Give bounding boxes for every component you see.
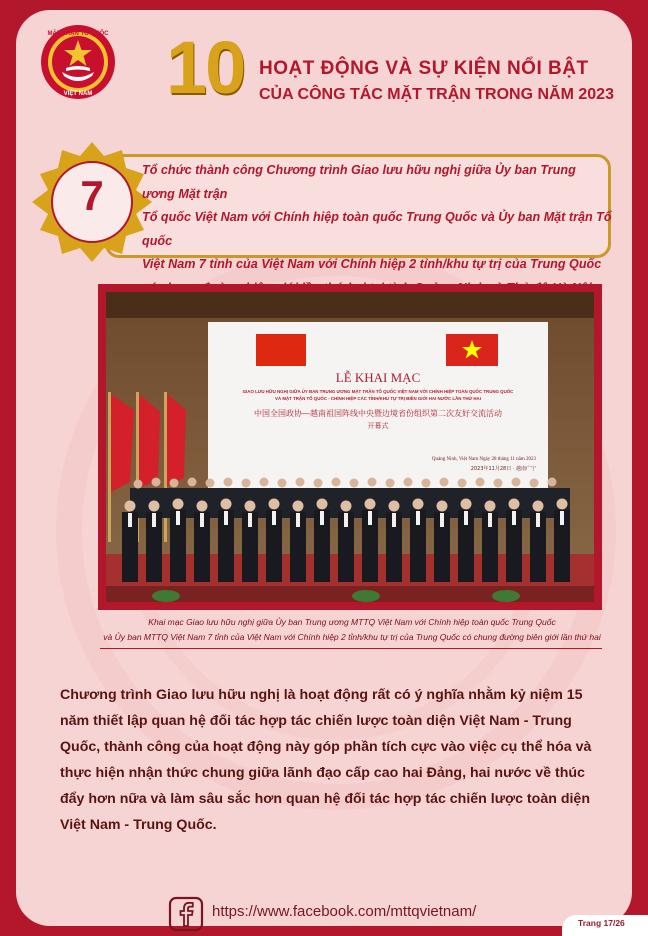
facebook-link[interactable]: https://www.facebook.com/mttqvietnam/ [212, 903, 477, 920]
caption-line: Khai mạc Giao lưu hữu nghị giữa Ủy ban Trung ương MTTQ Việt Nam với Chính hiệp toàn quốc Trung Quốc [148, 617, 556, 627]
item-title-line: Việt Nam 7 tỉnh của Việt Nam với Chính hiệp 2 tỉnh/khu tự trị của Trung Quốc [142, 257, 602, 271]
screen-place: Quảng Ninh, Việt Nam Ngày 28 tháng 11 năm 2023 [431, 457, 536, 462]
caption-line: và Ủy ban MTTQ Việt Nam 7 tỉnh của Việt Nam với Chính hiệp 2 tỉnh/khu tự trị của Trung Quốc có chung đường biên giới lần thứ hai [103, 632, 601, 642]
event-photo [106, 292, 594, 602]
headline-title: HOẠT ĐỘNG VÀ SỰ KIỆN NỔI BẬT [259, 58, 589, 79]
item-title-line: Tổ quốc Việt Nam với Chính hiệp toàn quốc Trung Quốc và Ủy ban Mặt trận Tổ quốc [142, 210, 612, 248]
screen-chinese-1: 中国全国政协—越南祖国阵线中央暨边境省份组织第二次友好交流活动 [254, 409, 502, 418]
front-emblem-logo [40, 24, 116, 100]
item-title [142, 159, 612, 300]
screen-subtitle-1: GIAO LƯU HỮU NGHỊ GIỮA ỦY BAN TRUNG ƯƠNG MẶT TRẬN TỔ QUỐC VIỆT NAM VỚI CHÍNH HIỆP TOÀN QUỐC TRUNG QUỐC [242, 389, 514, 394]
caption-divider [100, 648, 602, 649]
photo-caption [96, 615, 608, 645]
screen-chinese-2: 开幕式 [367, 422, 389, 430]
logo-top-text: MẶT TRẬN TỔ QUỐC [47, 31, 109, 37]
screen-subtitle-2: VÀ MẶT TRẬN TỔ QUỐC - CHÍNH HIỆP CÁC TỈNH/KHU TỰ TRỊ BIÊN GIỚI HAI NƯỚC LẦN THỨ HAI [275, 396, 481, 401]
page-number: Trang 17/26 [578, 918, 625, 928]
screen-title: LỄ KHAI MẠC [335, 370, 421, 385]
screen-place-cn: 2023年11月28日 · 越南广宁 [470, 466, 536, 472]
item-number: 7 [80, 172, 104, 219]
headline-number: 10 [166, 26, 245, 109]
headline-subtitle: CỦA CÔNG TÁC MẶT TRẬN TRONG NĂM 2023 [259, 86, 614, 103]
facebook-icon[interactable] [168, 896, 204, 932]
item-title-line: Tổ chức thành công Chương trình Giao lưu hữu nghị giữa Ủy ban Trung ương Mặt trận [142, 163, 576, 201]
body-paragraph: Chương trình Giao lưu hữu nghị là hoạt động rất có ý nghĩa nhằm kỷ niệm 15 năm thiết lập quan hệ đối tác hợp tác chiến lược toàn diện Việt Nam - Trung Quốc, thành công của hoạt động này góp phần tích cực vào việc cụ thể hóa và thực hiện nhận thức chung giữa lãnh đạo cấp cao hai Đảng, hai nước về thúc đẩy hơn nữa và làm sâu sắc hơn quan hệ đối tác hợp tác chiến lược toàn diện Việt Nam - Trung Quốc. [60, 687, 592, 833]
logo-bottom-text: VIỆT NAM [63, 91, 93, 97]
